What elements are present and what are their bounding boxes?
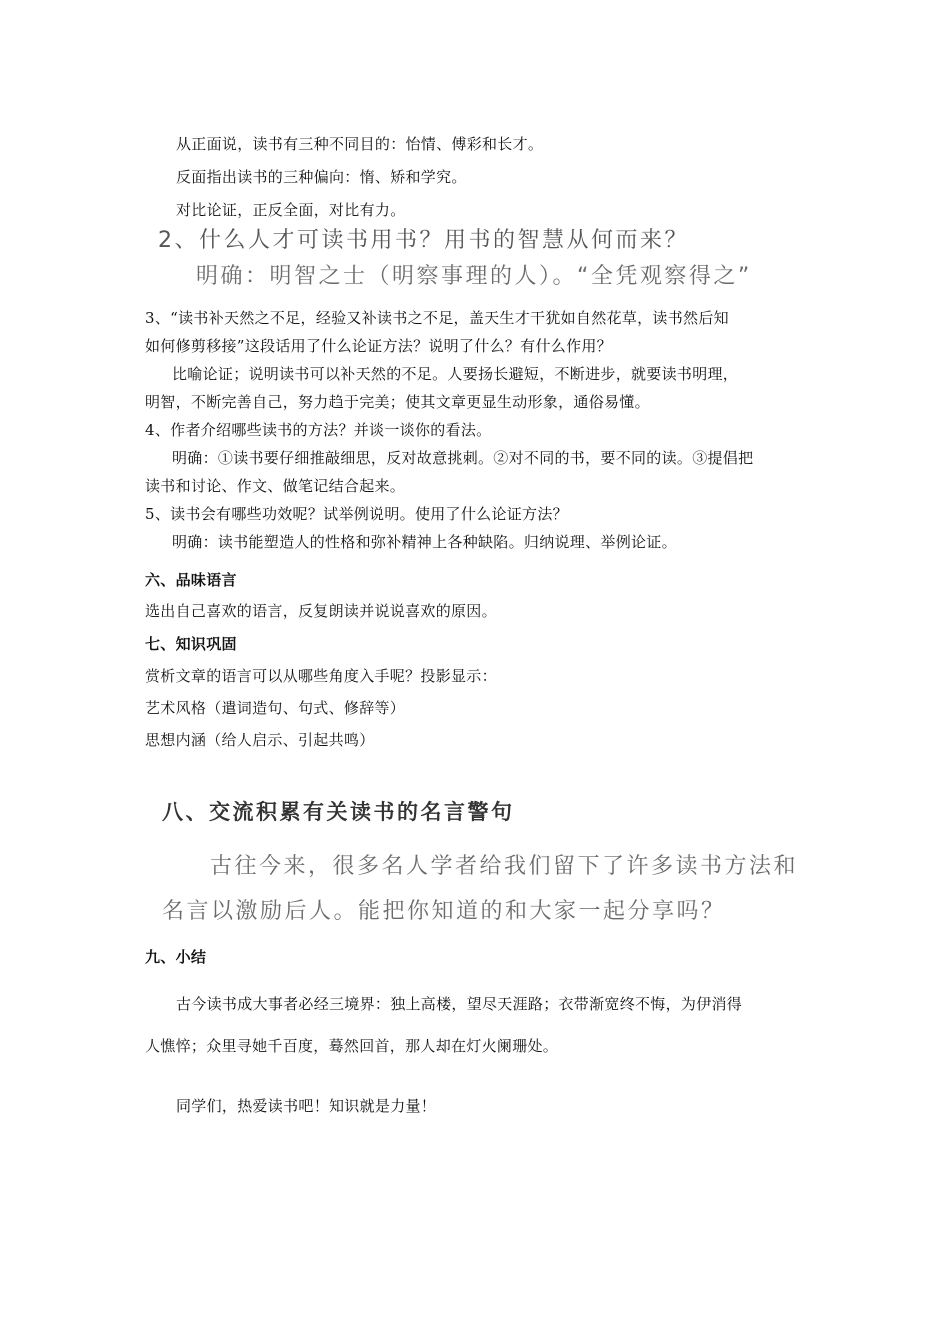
paragraph: 从正面说，读书有三种不同目的：怡情、傅彩和长才。: [176, 135, 544, 153]
section-heading: 七、知识巩固: [145, 635, 237, 653]
image-text-question: 2、什么人才可读书用书？用书的智慧从何而来？: [158, 228, 689, 253]
paragraph: 选出自己喜欢的语言，反复朗读并说说喜欢的原因。: [145, 602, 497, 620]
paragraph: 人憔悴；众里寻她千百度，蓦然回首，那人却在灯火阑珊处。: [145, 1037, 559, 1055]
question-5: 5、读书会有哪些功效呢？试举例说明。使用了什么论证方法？: [145, 505, 568, 523]
list-item: 艺术风格（遣词造句、句式、修辞等）: [145, 699, 406, 717]
answer-5: 明确：读书能塑造人的性格和弥补精神上各种缺陷。归纳说理、举例论证。: [172, 533, 677, 551]
section-heading: 九、小结: [145, 948, 207, 966]
paragraph: 反面指出读书的三种偏向：惰、矫和学究。: [176, 168, 467, 186]
image-text-heading: 八、交流积累有关读书的名言警句: [162, 800, 515, 824]
paragraph: 赏析文章的语言可以从哪些角度入手呢？投影显示：: [145, 667, 497, 685]
image-text-line: 古往今来，很多名人学者给我们留下了许多读书方法和: [210, 854, 799, 879]
answer-4: 明确：①读书要仔细推敲细思，反对故意挑刺。②对不同的书，要不同的读。③提倡把: [172, 449, 754, 467]
answer-3: 比喻论证；说明读书可以补天然的不足。人要扬长避短，不断进步，就要读书明理，: [172, 365, 739, 383]
closing-line: 同学们，热爱读书吧！知识就是力量！: [176, 1097, 437, 1115]
section-heading: 六、品味语言: [145, 571, 237, 589]
question-3-cont: 如何修剪移接”这段话用了什么论证方法？说明了什么？有什么作用？: [145, 337, 612, 355]
answer-3-cont: 明智，不断完善自己，努力趋于完美；使其文章更显生动形象，通俗易懂。: [145, 393, 650, 411]
paragraph: 古今读书成大事者必经三境界：独上高楼，望尽天涯路；衣带渐宽终不悔，为伊消得: [176, 995, 743, 1013]
question-3: 3、“读书补天然之不足，经验又补读书之不足，盖天生才干犹如自然花草，读书然后知: [145, 309, 729, 327]
question-4: 4、作者介绍哪些读书的方法？并谈一谈你的看法。: [145, 421, 492, 439]
answer-4-cont: 读书和讨论、作文、做笔记结合起来。: [145, 477, 406, 495]
image-text-answer: 明确：明智之士（明察事理的人）。“全凭观察得之”: [196, 264, 752, 289]
list-item: 思想内涵（给人启示、引起共鸣）: [145, 731, 375, 749]
paragraph: 对比论证，正反全面，对比有力。: [176, 201, 406, 219]
image-text-line: 名言以激励后人。能把你知道的和大家一起分享吗？: [162, 899, 726, 924]
